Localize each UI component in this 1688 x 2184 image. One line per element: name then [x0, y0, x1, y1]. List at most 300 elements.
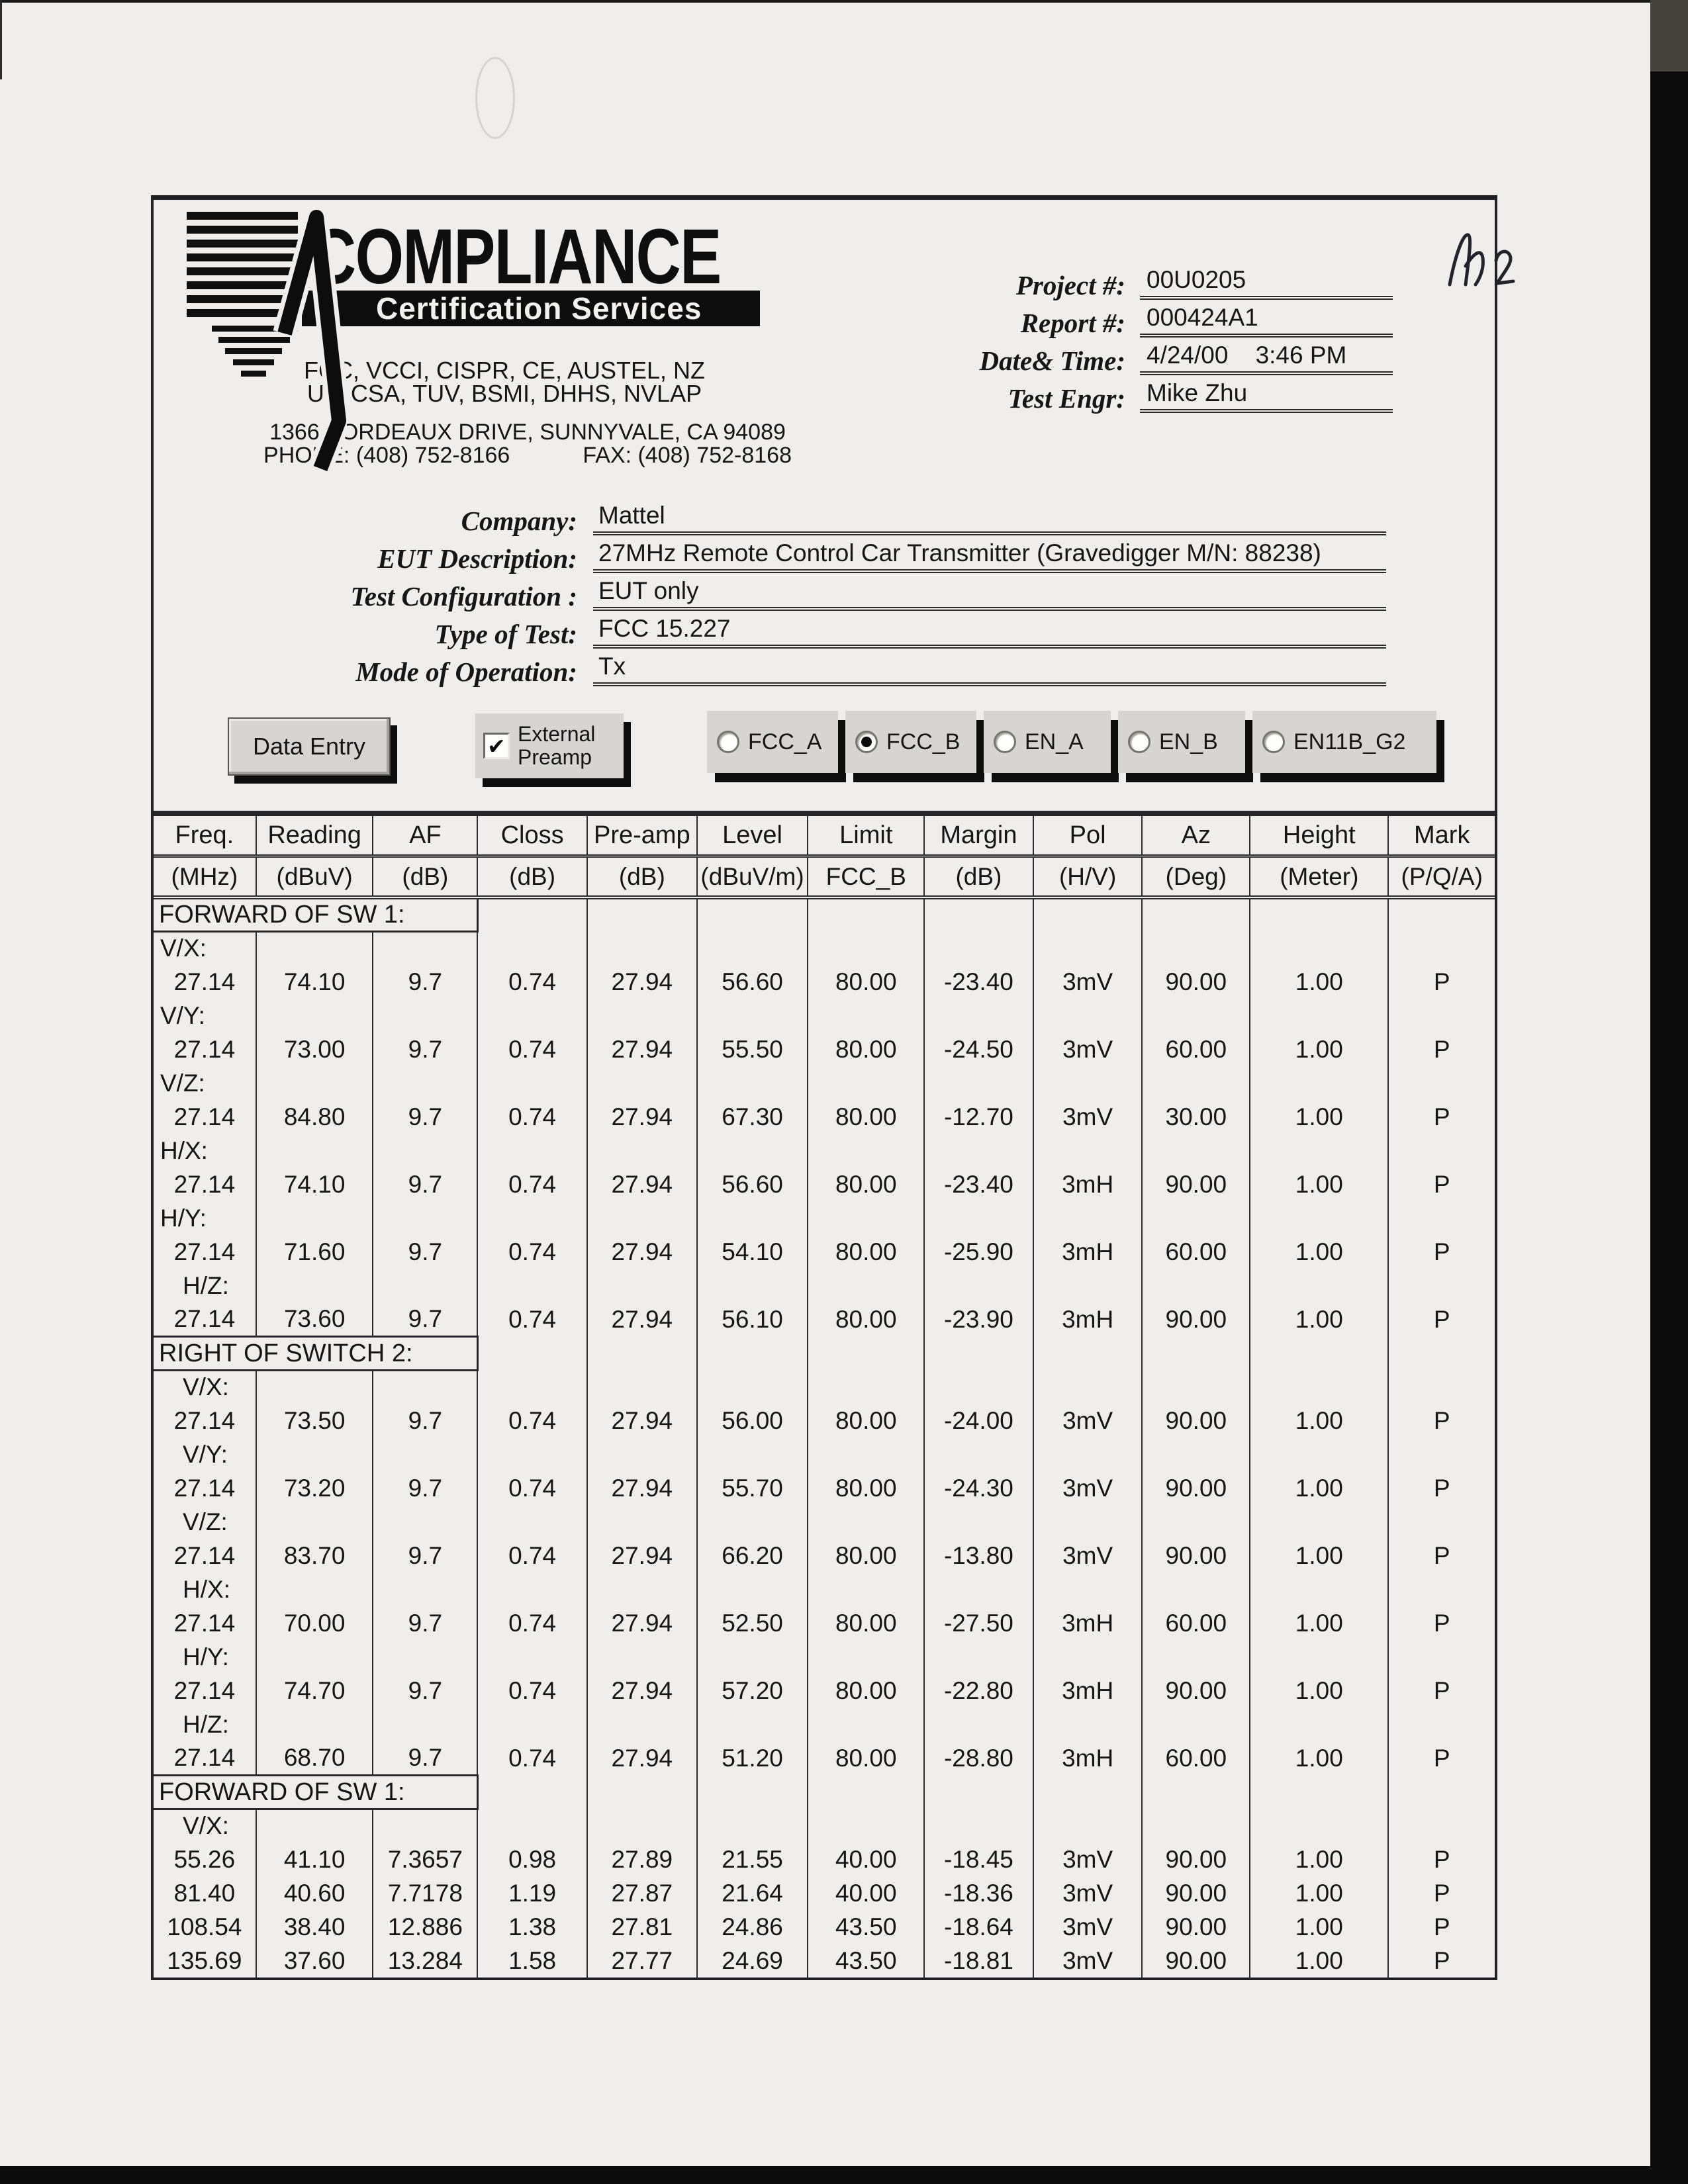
data-cell: 27.94 [587, 1674, 697, 1707]
data-cell: 80.00 [808, 1404, 924, 1437]
eut-info [160, 498, 1386, 686]
data-cell: -24.50 [924, 1032, 1033, 1066]
data-cell: 0.74 [477, 1302, 587, 1336]
empty-cell [477, 1201, 587, 1235]
empty-cell [697, 1505, 808, 1539]
polarization-label-row [154, 1640, 1495, 1674]
empty-cell [1142, 1809, 1250, 1843]
data-cell: 12.886 [373, 1910, 477, 1944]
data-cell: 27.14 [173, 1304, 236, 1332]
empty-cell [1388, 1505, 1495, 1539]
data-cell: 9.7 [373, 1235, 477, 1269]
data-row [154, 1100, 1495, 1134]
eut-description-row [160, 535, 1386, 573]
empty-cell [373, 999, 477, 1032]
data-cell: 24.69 [697, 1944, 808, 1978]
empty-cell [1250, 1775, 1388, 1809]
data-cell: 56.10 [697, 1302, 808, 1336]
data-cell: 1.00 [1250, 1404, 1388, 1437]
data-cell: 51.20 [697, 1741, 808, 1775]
accreditations-line2: UL, CSA, TUV, BSMI, DHHS, NVLAP [306, 380, 702, 407]
empty-cell [1388, 1640, 1495, 1674]
polarization-label: H/Z: [183, 1271, 229, 1299]
data-cell: 80.00 [808, 1032, 924, 1066]
data-cell: -23.40 [924, 1167, 1033, 1201]
data-cell: 3mH [1033, 1167, 1143, 1201]
empty-cell [256, 999, 373, 1032]
data-cell: 9.7 [373, 1606, 477, 1640]
section-row [154, 897, 1495, 931]
empty-cell [1142, 1066, 1250, 1100]
data-cell: 27.94 [587, 1100, 697, 1134]
empty-cell [697, 1134, 808, 1167]
external-preamp-panel[interactable] [475, 713, 624, 778]
data-cell: 0.74 [477, 1741, 587, 1775]
data-cell: -24.30 [924, 1471, 1033, 1505]
empty-cell [1388, 1809, 1495, 1843]
data-cell: P [1388, 1100, 1495, 1134]
data-cell: 55.26 [173, 1845, 236, 1873]
polarization-label-row [154, 1201, 1495, 1235]
empty-cell [587, 1505, 697, 1539]
data-cell: 80.00 [808, 1100, 924, 1134]
empty-cell [924, 1707, 1033, 1741]
data-cell: 40.60 [256, 1876, 373, 1910]
data-cell: 0.74 [477, 1606, 587, 1640]
data-cell: P [1388, 965, 1495, 999]
column-header: (Deg) [1142, 856, 1250, 898]
data-cell: 1.00 [1250, 1032, 1388, 1066]
empty-cell [1250, 1066, 1388, 1100]
project-number-value: 00U0205 [1140, 265, 1393, 300]
column-header: Closs [477, 813, 587, 856]
data-cell: 70.00 [256, 1606, 373, 1640]
data-cell: 27.14 [173, 1035, 236, 1063]
data-cell: P [1388, 1876, 1495, 1910]
data-cell: 74.70 [256, 1674, 373, 1707]
data-cell: 57.20 [697, 1674, 808, 1707]
empty-cell [808, 1505, 924, 1539]
data-cell: 1.00 [1250, 1843, 1388, 1876]
eut-description-value: 27MHz Remote Control Car Transmitter (Gravedigger M/N: 88238) [593, 539, 1386, 573]
empty-cell [808, 1134, 924, 1167]
report-frame [151, 195, 1497, 1980]
data-cell: 3mV [1033, 1944, 1143, 1978]
empty-cell [1388, 1370, 1495, 1404]
data-cell: 7.3657 [373, 1843, 477, 1876]
data-cell: 90.00 [1142, 1843, 1250, 1876]
empty-cell [1388, 1269, 1495, 1302]
empty-cell [373, 1269, 477, 1302]
empty-cell [587, 1809, 697, 1843]
empty-cell [697, 1707, 808, 1741]
radio-option-FCC_B[interactable] [845, 711, 976, 773]
data-cell: 71.60 [256, 1235, 373, 1269]
data-cell: 9.7 [373, 1032, 477, 1066]
empty-cell [697, 1640, 808, 1674]
data-cell: 55.70 [697, 1471, 808, 1505]
data-row [154, 1606, 1495, 1640]
data-cell: P [1388, 1944, 1495, 1978]
data-cell: 27.14 [173, 1743, 236, 1771]
data-cell: 9.7 [373, 965, 477, 999]
empty-cell [697, 1809, 808, 1843]
polarization-label: H/Y: [160, 1204, 207, 1232]
column-header: (H/V) [1033, 856, 1143, 898]
data-cell: 0.74 [477, 965, 587, 999]
empty-cell [924, 1336, 1033, 1370]
data-cell: 0.74 [477, 1539, 587, 1572]
empty-cell [587, 1370, 697, 1404]
data-cell: 80.00 [808, 1741, 924, 1775]
empty-cell [477, 999, 587, 1032]
empty-cell [373, 1505, 477, 1539]
empty-cell [697, 1269, 808, 1302]
polarization-label: V/Z: [160, 1069, 205, 1097]
data-cell: P [1388, 1167, 1495, 1201]
radio-option-EN_B[interactable] [1118, 711, 1245, 773]
data-cell: 3mH [1033, 1741, 1143, 1775]
data-cell: 1.00 [1250, 1674, 1388, 1707]
empty-cell [1250, 1370, 1388, 1404]
empty-cell [1388, 1066, 1495, 1100]
external-preamp-label-line1: External [518, 722, 596, 746]
type-of-test-value: FCC 15.227 [593, 614, 1386, 649]
radio-option-EN_A[interactable] [984, 711, 1111, 773]
data-cell: 27.14 [173, 1541, 236, 1569]
data-cell: 90.00 [1142, 1404, 1250, 1437]
data-cell: -18.64 [924, 1910, 1033, 1944]
data-cell: 1.58 [477, 1944, 587, 1978]
data-cell: P [1388, 1032, 1495, 1066]
data-cell: 27.14 [173, 1676, 236, 1704]
data-cell: 27.14 [173, 1238, 236, 1265]
radio-label: EN_A [1025, 729, 1084, 754]
empty-cell [1250, 1134, 1388, 1167]
polarization-label: H/X: [160, 1136, 208, 1164]
section-row [154, 1775, 1495, 1809]
column-header: Margin [924, 813, 1033, 856]
empty-cell [477, 1640, 587, 1674]
report-number-value: 000424A1 [1140, 303, 1393, 338]
empty-cell [808, 999, 924, 1032]
empty-cell [1250, 1269, 1388, 1302]
empty-cell [924, 1775, 1033, 1809]
data-cell: -24.00 [924, 1404, 1033, 1437]
data-cell: 90.00 [1142, 1944, 1250, 1978]
empty-cell [697, 1201, 808, 1235]
data-cell: 3mV [1033, 1843, 1143, 1876]
data-cell: 67.30 [697, 1100, 808, 1134]
eut-description-label: EUT Description: [377, 543, 577, 574]
test-engineer-value: Mike Zhu [1140, 379, 1393, 413]
column-header: Pol [1033, 813, 1143, 856]
company-row [160, 498, 1386, 535]
empty-cell [477, 897, 587, 931]
data-row [154, 1539, 1495, 1572]
data-cell: 3mV [1033, 1471, 1143, 1505]
data-cell: 9.7 [373, 1167, 477, 1201]
empty-cell [587, 1134, 697, 1167]
data-cell: 0.74 [477, 1100, 587, 1134]
column-header: (Meter) [1250, 856, 1388, 898]
empty-cell [808, 1707, 924, 1741]
data-row [154, 1944, 1495, 1978]
empty-cell [587, 1572, 697, 1606]
accreditations-line1: FCC, VCCI, CISPR, CE, AUSTEL, NZ [303, 357, 706, 384]
data-cell: 38.40 [256, 1910, 373, 1944]
column-header: (dB) [477, 856, 587, 898]
type-of-test-row [160, 611, 1386, 649]
empty-cell [808, 897, 924, 931]
mode-of-operation-row [160, 649, 1386, 686]
data-cell: 27.14 [173, 1406, 236, 1434]
empty-cell [256, 1134, 373, 1167]
data-row [154, 1235, 1495, 1269]
polarization-label: V/Z: [183, 1508, 228, 1535]
empty-cell [924, 1640, 1033, 1674]
data-cell: 9.7 [373, 1100, 477, 1134]
empty-cell [808, 931, 924, 965]
empty-cell [256, 1066, 373, 1100]
empty-cell [1142, 1572, 1250, 1606]
report-number-label: Report #: [1020, 308, 1125, 338]
empty-cell [924, 999, 1033, 1032]
test-engineer-row [955, 375, 1393, 413]
data-entry-button[interactable]: Data Entry [228, 717, 391, 776]
empty-cell [924, 1370, 1033, 1404]
radio-button[interactable] [994, 731, 1016, 753]
empty-cell [587, 931, 697, 965]
data-cell: 43.50 [808, 1910, 924, 1944]
empty-cell [373, 1572, 477, 1606]
data-cell: 9.7 [373, 1539, 477, 1572]
polarization-label: V/Y: [160, 1001, 205, 1029]
empty-cell [477, 1707, 587, 1741]
data-cell: 68.70 [256, 1741, 373, 1775]
data-cell: 13.284 [373, 1944, 477, 1978]
external-preamp-label-line2: Preamp [518, 745, 592, 769]
empty-cell [1388, 1336, 1495, 1370]
scan-top-edge [0, 0, 1688, 3]
empty-cell [587, 999, 697, 1032]
empty-cell [477, 1437, 587, 1471]
empty-cell [1033, 1336, 1143, 1370]
data-cell: P [1388, 1404, 1495, 1437]
type-of-test-label: Type of Test: [434, 619, 577, 649]
empty-cell [697, 931, 808, 965]
scan-bottom-band [0, 2166, 1688, 2184]
company-label: Company: [461, 506, 577, 536]
radio-option-EN11B_G2[interactable] [1252, 711, 1436, 773]
empty-cell [808, 1336, 924, 1370]
empty-cell [1033, 1707, 1143, 1741]
data-cell: 60.00 [1142, 1741, 1250, 1775]
empty-cell [1142, 999, 1250, 1032]
data-cell: P [1388, 1843, 1495, 1876]
data-cell: 21.64 [697, 1876, 808, 1910]
column-header: Limit [808, 813, 924, 856]
test-configuration-label: Test Configuration : [350, 581, 577, 612]
empty-cell [1033, 1437, 1143, 1471]
empty-cell [1142, 1370, 1250, 1404]
empty-cell [1388, 1572, 1495, 1606]
logo-title: COMPLIANCE [311, 213, 721, 300]
radio-button[interactable] [717, 731, 739, 753]
empty-cell [477, 1269, 587, 1302]
empty-cell [256, 1437, 373, 1471]
empty-cell [373, 1809, 477, 1843]
data-cell: 37.60 [256, 1944, 373, 1978]
data-cell: 27.81 [587, 1910, 697, 1944]
data-cell: 1.00 [1250, 1741, 1388, 1775]
data-row [154, 1843, 1495, 1876]
polarization-label: V/X: [183, 1373, 229, 1401]
data-cell: -18.36 [924, 1876, 1033, 1910]
polarization-label-row [154, 1134, 1495, 1167]
column-header: (dBuV/m) [697, 856, 808, 898]
empty-cell [256, 931, 373, 965]
data-cell: -22.80 [924, 1674, 1033, 1707]
empty-cell [477, 1775, 587, 1809]
data-cell: 73.20 [256, 1471, 373, 1505]
radio-label: FCC_B [886, 729, 961, 754]
empty-cell [1250, 1572, 1388, 1606]
data-cell: 108.54 [167, 1913, 242, 1940]
data-cell: 80.00 [808, 1674, 924, 1707]
empty-cell [1388, 1201, 1495, 1235]
radio-button[interactable] [1262, 731, 1285, 753]
empty-cell [1250, 897, 1388, 931]
empty-cell [477, 1505, 587, 1539]
data-cell: 73.60 [256, 1302, 373, 1336]
limit-radio-group [707, 711, 1436, 773]
data-cell: P [1388, 1606, 1495, 1640]
data-cell: 135.69 [167, 1946, 242, 1974]
data-cell: 27.14 [173, 1609, 236, 1637]
polarization-label: V/X: [183, 1812, 229, 1840]
data-cell: -27.50 [924, 1606, 1033, 1640]
data-cell: 80.00 [808, 1167, 924, 1201]
compliance-logo-emblem [187, 209, 347, 473]
data-cell: 7.7178 [373, 1876, 477, 1910]
external-preamp-checkbox[interactable] [483, 733, 510, 759]
data-cell: 90.00 [1142, 1910, 1250, 1944]
mode-of-operation-value: Tx [593, 652, 1386, 686]
column-header: Height [1250, 813, 1388, 856]
data-cell: 9.7 [373, 1471, 477, 1505]
empty-cell [808, 1809, 924, 1843]
data-cell: 27.94 [587, 1539, 697, 1572]
empty-cell [808, 1201, 924, 1235]
data-cell: 81.40 [173, 1879, 236, 1907]
empty-cell [1142, 1336, 1250, 1370]
empty-cell [1142, 1775, 1250, 1809]
radio-label: EN11B_G2 [1293, 729, 1406, 754]
polarization-label: H/Z: [183, 1710, 229, 1738]
empty-cell [1033, 931, 1143, 965]
empty-cell [256, 1201, 373, 1235]
data-cell: 40.00 [808, 1876, 924, 1910]
empty-cell [256, 1640, 373, 1674]
polarization-label-row [154, 1505, 1495, 1539]
empty-cell [924, 1201, 1033, 1235]
polarization-label: H/X: [183, 1575, 230, 1603]
column-header: Pre-amp [587, 813, 697, 856]
radio-option-FCC_A[interactable] [707, 711, 838, 773]
empty-cell [1033, 1640, 1143, 1674]
data-cell: 73.00 [256, 1032, 373, 1066]
empty-cell [1033, 1201, 1143, 1235]
data-cell: 1.00 [1250, 1910, 1388, 1944]
test-configuration-row [160, 573, 1386, 611]
empty-cell [1250, 1707, 1388, 1741]
empty-cell [587, 1066, 697, 1100]
empty-cell [477, 1370, 587, 1404]
data-cell: 9.7 [373, 1674, 477, 1707]
header-row [154, 813, 1495, 856]
scan-right-band-top [1650, 0, 1688, 71]
empty-cell [587, 1201, 697, 1235]
data-cell: 27.94 [587, 1302, 697, 1336]
external-preamp-label [518, 723, 595, 769]
data-cell: 0.74 [477, 1032, 587, 1066]
empty-cell [1142, 931, 1250, 965]
data-cell: P [1388, 1910, 1495, 1944]
empty-cell [808, 1775, 924, 1809]
data-cell: 80.00 [808, 1235, 924, 1269]
data-cell: 90.00 [1142, 1167, 1250, 1201]
data-row [154, 1876, 1495, 1910]
data-cell: 90.00 [1142, 1471, 1250, 1505]
data-row [154, 1302, 1495, 1336]
empty-cell [1033, 1505, 1143, 1539]
check-icon: ✔ [487, 733, 506, 758]
scan-right-band [1650, 0, 1688, 2184]
data-cell: 27.89 [587, 1843, 697, 1876]
data-cell: 80.00 [808, 1302, 924, 1336]
data-row [154, 1471, 1495, 1505]
empty-cell [256, 1809, 373, 1843]
empty-cell [477, 1134, 587, 1167]
empty-cell [697, 897, 808, 931]
empty-cell [924, 931, 1033, 965]
polarization-label-row [154, 1572, 1495, 1606]
address-line: 1366 BORDEAUX DRIVE, SUNNYVALE, CA 94089 [269, 420, 786, 445]
empty-cell [373, 1201, 477, 1235]
data-cell: 27.14 [173, 1474, 236, 1502]
empty-cell [808, 1269, 924, 1302]
data-cell: 27.14 [173, 1103, 236, 1130]
empty-cell [1250, 999, 1388, 1032]
radio-button[interactable] [1128, 731, 1150, 753]
radio-button[interactable] [855, 731, 878, 753]
data-cell: 3mV [1033, 1910, 1143, 1944]
empty-cell [477, 1809, 587, 1843]
data-cell: 1.00 [1250, 1471, 1388, 1505]
empty-cell [1388, 1707, 1495, 1741]
empty-cell [1388, 931, 1495, 965]
data-cell: 27.94 [587, 1235, 697, 1269]
empty-cell [1250, 1505, 1388, 1539]
empty-cell [924, 1134, 1033, 1167]
empty-cell [1142, 897, 1250, 931]
empty-cell [587, 1775, 697, 1809]
empty-cell [373, 1134, 477, 1167]
column-header: FCC_B [808, 856, 924, 898]
empty-cell [587, 1269, 697, 1302]
column-header: (MHz) [154, 856, 256, 898]
